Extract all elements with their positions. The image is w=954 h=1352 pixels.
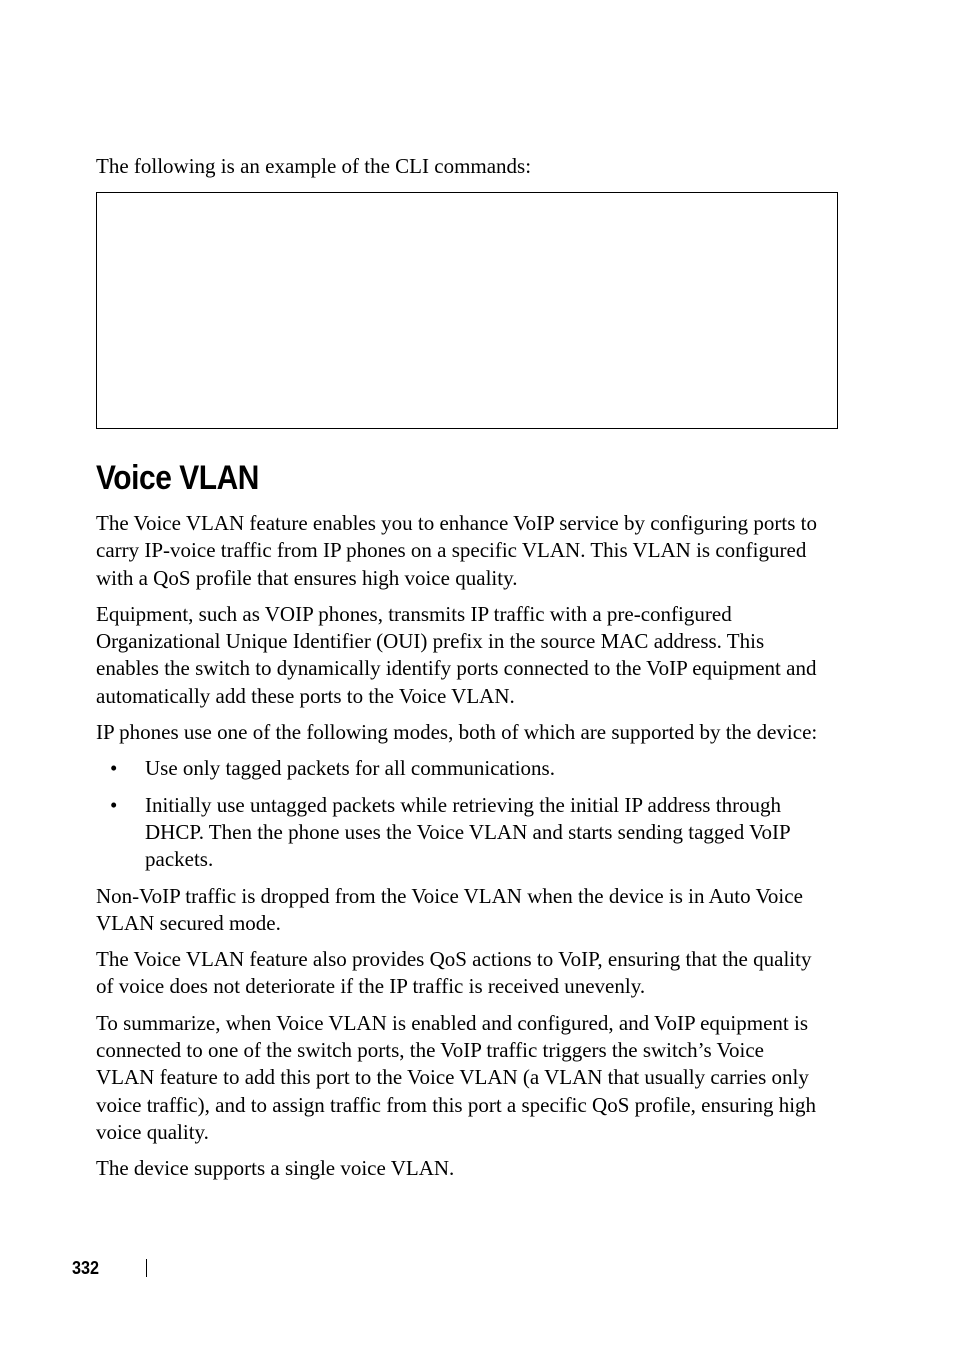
section-heading: Voice VLAN bbox=[96, 459, 259, 497]
paragraph-phone-modes: IP phones use one of the following modes, both of which are supported by the device: bbox=[96, 720, 818, 745]
paragraph-summary: To summarize, when Voice VLAN is enabled and configured, and VoIP equipment is connected to one of the switch ports, the VoIP traffic triggers the switch’s Voice VLAN feature to add this port to the Voice VLAN (a VLAN that usually carries only voice traffic), and to assign traffic from this port a specific QoS profile, ensuring high voice quality. bbox=[96, 1010, 817, 1144]
paragraph-qos-actions: The Voice VLAN feature also provides QoS actions to VoIP, ensuring that the quality of voice does not deteriorate if the IP traffic is received unevenly. bbox=[96, 947, 812, 999]
paragraph-feature-overview: The Voice VLAN feature enables you to enhance VoIP service by configuring ports to carry IP-voice traffic from IP phones on a specific VLAN. This VLAN is configured with a QoS profile that ensures high voice quality. bbox=[96, 511, 818, 590]
bullet-icon: • bbox=[110, 756, 118, 781]
paragraph-single-vlan: The device supports a single voice VLAN. bbox=[96, 1156, 455, 1181]
paragraph-oui-equipment: Equipment, such as VOIP phones, transmits IP traffic with a pre-configured Organizational Unique Identifier (OUI) prefix in the source MAC address. This enables the switch to dynamically identify ports connected to the VoIP equipment and automatically add these ports to the Voice VLAN. bbox=[96, 601, 817, 708]
phone-modes-list bbox=[96, 755, 824, 873]
section-body bbox=[96, 510, 824, 1192]
list-item bbox=[96, 755, 824, 782]
list-item-text: Initially use untagged packets while retrieving the initial IP address through DHCP. Then the phone uses the Voice VLAN and starts sending tagged VoIP packets. bbox=[145, 792, 790, 872]
footer-divider bbox=[146, 1259, 147, 1277]
list-item bbox=[96, 792, 824, 874]
list-item-text: Use only tagged packets for all communications. bbox=[145, 756, 555, 781]
cli-example-box bbox=[96, 192, 838, 429]
page-number: 332 bbox=[72, 1258, 100, 1278]
cli-example-intro: The following is an example of the CLI commands: bbox=[96, 154, 532, 178]
bullet-icon: • bbox=[110, 792, 118, 817]
paragraph-non-voip-traffic: Non-VoIP traffic is dropped from the Voice VLAN when the device is in Auto Voice VLAN secured mode. bbox=[96, 883, 803, 935]
